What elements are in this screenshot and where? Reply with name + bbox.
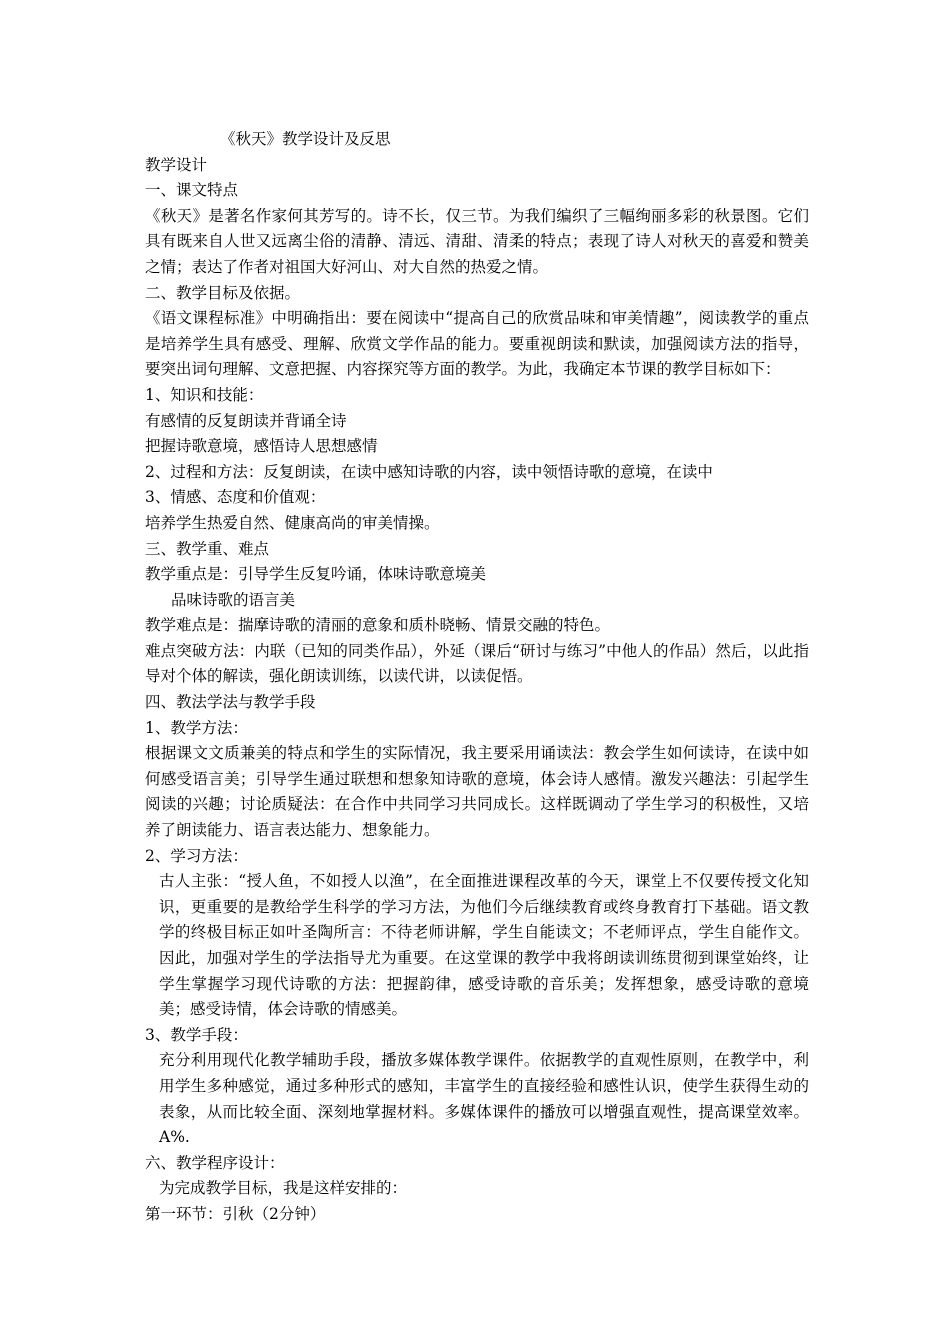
section-heading-6: 六、教学程序设计：: [145, 1153, 285, 1172]
key-point-line: 教学重点是：引导学生反复吟诵，体味诗歌意境美: [145, 565, 487, 584]
paragraph-learning-method: 古人主张：“授人鱼，不如授人以渔”，在全面推进课程改革的今天，课堂上不仅要传授文化知识，更重要的是教给学生科学的学习方法，为他们今后继续教育或终身教育打下基础。语文教学的终极目标正如叶圣陶所言：不待老师讲解，学生自能读文；不老师评点，学生自能作文。因此，加强对学生的学法指导尤为重要。在这堂课的教学中我将朗读训练贯彻到课堂始终，让学生掌握学习现代诗歌的方法：把握韵律，感受诗歌的音乐美；发挥想象，感受诗歌的意境美；感受诗情，体会诗歌的情感美。: [159, 872, 809, 1019]
goal-item-aesthetic: 培养学生热爱自然、健康高尚的审美情操。: [145, 513, 440, 532]
step-one-heading: 第一环节：引秋（2分钟）: [145, 1204, 326, 1223]
section-heading-1: 一、课文特点: [145, 181, 239, 200]
document-title: 《秋天》教学设计及反思: [220, 130, 391, 148]
key-point-line-2: 品味诗歌的语言美: [171, 590, 296, 609]
paragraph-teaching-method: 根据课文文质兼美的特点和学生的实际情况，我主要采用诵读法：教会学生如何读诗，在读中如何感受语言美；引导学生通过联想和想象知诗歌的意境，体会诗人感情。激发兴趣法：引起学生阅读的兴趣；讨论质疑法：在合作中共同学习共同成长。这样既调动了学生学习的积极性，又培养了朗读能力、语言表达能力、想象能力。: [145, 744, 809, 840]
goal-item-recite: 有感情的反复朗读并背诵全诗: [145, 411, 347, 430]
section-heading-3: 三、教学重、难点: [145, 539, 270, 558]
section-heading-4: 四、教法学法与教学手段: [145, 693, 316, 712]
subheading-process-method: 2、过程和方法：反复朗读，在读中感知诗歌的内容，读中领悟诗歌的意境，在读中: [145, 462, 713, 481]
document-body: [145, 127, 809, 1228]
heading-jiaoxue-sheji: 教学设计: [145, 155, 208, 174]
difficulty-line: 教学难点是：揣摩诗歌的清丽的意象和质朴晓畅、情景交融的特色。: [145, 616, 611, 635]
subheading-knowledge-skills: 1、知识和技能：: [145, 385, 264, 404]
paragraph-teaching-means: 充分利用现代化教学辅助手段，播放多媒体教学课件。依据教学的直观性原则，在教学中，利用学生多种感觉，通过多种形式的感知，丰富学生的直接经验和感性认识，使学生获得生动的表象，从而比较全面、深刻地掌握材料。多媒体课件的播放可以增强直观性，提高课堂效率。A%.: [159, 1051, 809, 1147]
paragraph-text-features: 《秋天》是著名作家何其芳写的。诗不长，仅三节。为我们编织了三幅绚丽多彩的秋景图。它们具有既来自人世又远离尘俗的清静、清远、清甜、清柔的特点；表现了诗人对秋天的喜爱和赞美之情；表达了作者对祖国大好河山、对大自然的热爱之情。: [145, 206, 809, 276]
goal-item-mood: 把握诗歌意境，感悟诗人思想感情: [145, 437, 378, 456]
arrangement-intro: 为完成教学目标，我是这样安排的：: [159, 1179, 408, 1198]
subheading-teaching-means: 3、教学手段：: [145, 1025, 248, 1044]
subheading-emotion-values: 3、情感、态度和价值观：: [145, 488, 326, 507]
paragraph-curriculum-standard: 《语文课程标准》中明确指出：要在阅读中“提高自己的欣赏品味和审美情趣”，阅读教学的重点是培养学生具有感受、理解、欣赏文学作品的能力。要重视朗读和默读，加强阅读方法的指导，要突出词句理解、文意把握、内容探究等方面的教学。为此，我确定本节课的教学目标如下：: [145, 309, 809, 379]
subheading-learning-method: 2、学习方法：: [145, 846, 248, 865]
section-heading-2: 二、教学目标及依据。: [145, 283, 301, 302]
paragraph-breakthrough-method: 难点突破方法：内联（已知的同类作品），外延（课后“研讨与练习”中他人的作品）然后，以此指导对个体的解读，强化朗读训练，以读代讲，以读促悟。: [145, 641, 809, 686]
subheading-teaching-method: 1、教学方法：: [145, 718, 248, 737]
